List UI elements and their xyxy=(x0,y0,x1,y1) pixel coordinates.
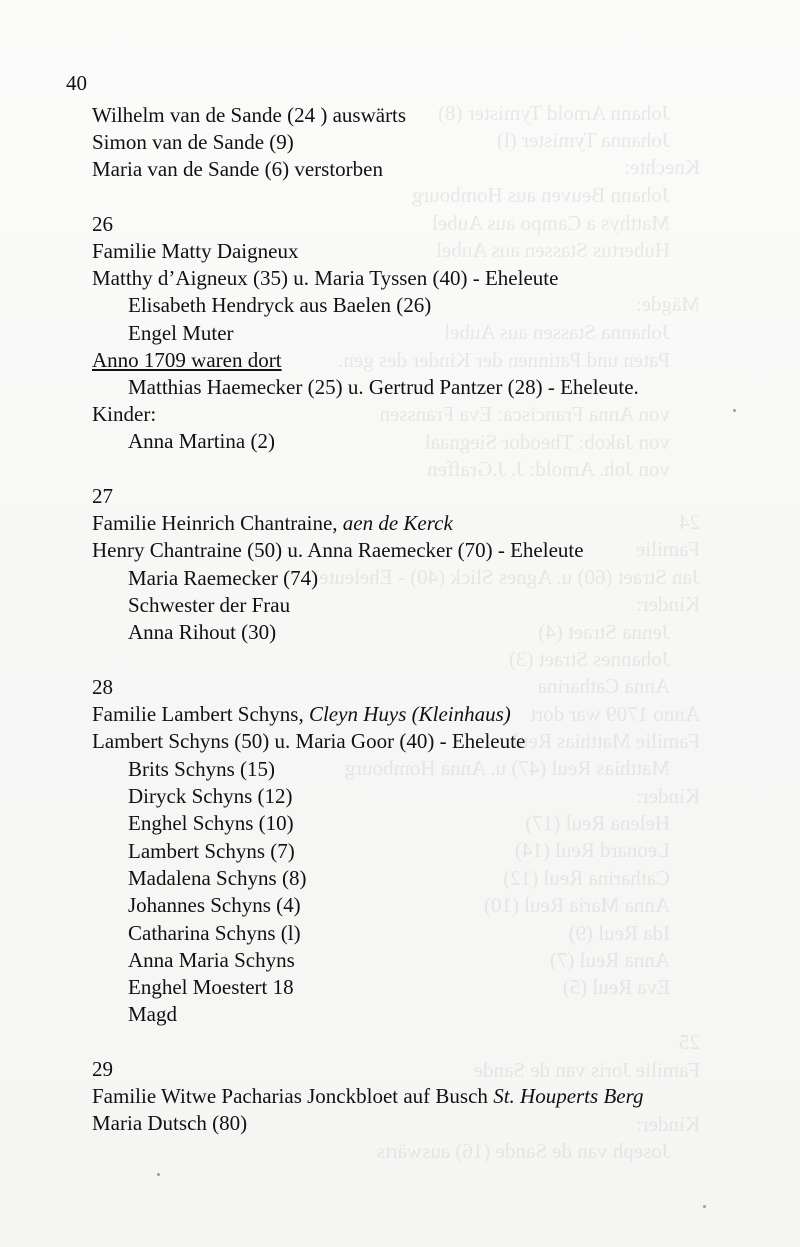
bleed-line: Kinder: xyxy=(635,592,700,616)
entry-line: Wilhelm van de Sande (24 ) auswärts xyxy=(92,103,407,127)
bleed-line: Johanna Tymister (l) xyxy=(496,128,670,152)
bleed-line: Kinder: xyxy=(635,1112,700,1136)
family-name: Familie Lambert Schyns, xyxy=(92,702,309,726)
child-line: Anna Martina (2) xyxy=(128,429,275,453)
couple-line: Matthias Haemecker (25) u. Gertrud Pantzer (28) - Eheleute. xyxy=(128,375,639,399)
bleed-line: Hubertus Stassen aus Aubel xyxy=(436,238,670,262)
member-line: Schwester der Frau xyxy=(128,593,291,617)
family-heading: Familie Matty Daigneux xyxy=(92,239,299,263)
bleed-line: 24 xyxy=(679,510,700,534)
family-heading xyxy=(92,1083,643,1110)
bleed-line: von Jakob: Theodor Siegnaal xyxy=(424,430,670,454)
member-line: Magd xyxy=(128,1002,177,1026)
bleed-line: Knechte: xyxy=(624,155,700,179)
bleed-line: Johann Arnold Tymister (8) xyxy=(437,101,670,125)
bleed-line: Familie xyxy=(635,537,700,561)
family-location: Cleyn Huys (Kleinhaus) xyxy=(308,702,511,726)
entry-number: 29 xyxy=(92,1057,113,1081)
bleed-line: Matthys a Campo aus Aubel xyxy=(432,211,670,235)
family-location: aen de Kerck xyxy=(342,511,453,535)
bleed-line: Paten und Patinnen der Kinder des gen. xyxy=(338,348,670,372)
bleed-line: Jenna Straet (4) xyxy=(538,620,670,644)
entry-number: 26 xyxy=(92,212,113,236)
bleed-line: Eva Reul (5) xyxy=(562,975,670,999)
bleed-line: Leonard Reul (14) xyxy=(514,838,670,862)
bleed-line: Helena Reul (17) xyxy=(525,811,670,835)
bleed-line: Anna Catharina xyxy=(537,674,670,698)
member-line: Catharina Schyns (l) xyxy=(128,921,301,945)
bleed-line: Joseph van de Sande (16) auswärts xyxy=(376,1139,670,1163)
bleed-line: von Joh. Arnold: J. J.Graffen xyxy=(427,457,670,481)
bleed-line: Mägde: xyxy=(635,292,700,316)
entry-number: 28 xyxy=(92,675,113,699)
entry-line: Simon van de Sande (9) xyxy=(92,130,294,154)
bleed-line: Matthias Reul (47) u. Anna Hombourg xyxy=(344,756,670,780)
scan-speck xyxy=(157,1173,160,1176)
member-line: Diryck Schyns (12) xyxy=(128,784,293,808)
family-heading xyxy=(92,510,453,537)
bleed-line: Anna Maria Reul (10) xyxy=(483,893,670,917)
bleed-line: Jan Straet (60) u. Agnes Slick (40) - Eheleute xyxy=(319,565,700,589)
member-line: Elisabeth Hendryck aus Baelen (26) xyxy=(128,293,432,317)
member-line: Madalena Schyns (8) xyxy=(128,866,307,890)
family-name: Familie Heinrich Chantraine, xyxy=(92,511,343,535)
member-line: Enghel Schyns (10) xyxy=(128,811,294,835)
family-heading xyxy=(92,701,511,728)
couple-line: Matthy d’Aigneux (35) u. Maria Tyssen (40) - Eheleute xyxy=(92,266,559,290)
family-location: St. Houperts Berg xyxy=(493,1084,644,1108)
entry-line: Maria van de Sande (6) verstorben xyxy=(92,157,383,181)
scan-speck xyxy=(703,1205,706,1208)
couple-line: Lambert Schyns (50) u. Maria Goor (40) - Eheleute xyxy=(92,729,526,753)
member-line: Enghel Moestert 18 xyxy=(128,975,294,999)
anno-heading: Anno 1709 waren dort xyxy=(92,348,282,372)
bleed-line: Johannes Straet (3) xyxy=(509,647,670,671)
bleed-line: Kinder: xyxy=(635,784,700,808)
bleed-line: Anna Reul (7) xyxy=(549,948,670,972)
bleed-line: Catharina Reul (12) xyxy=(503,866,670,890)
member-line: Brits Schyns (15) xyxy=(128,757,275,781)
bleed-line: Ida Reul (9) xyxy=(568,921,670,945)
couple-line: Henry Chantraine (50) u. Anna Raemecker (70) - Eheleute xyxy=(92,538,584,562)
bleed-line: Familie Joris van de Sande xyxy=(473,1058,700,1082)
scan-speck xyxy=(733,409,736,412)
bleed-line: von Anna Francisca: Eva Franssen xyxy=(379,402,670,426)
bleed-line: 25 xyxy=(679,1030,700,1054)
family-name: Familie Witwe Pacharias Jonckbloet auf Busch xyxy=(92,1084,494,1108)
member-line: Engel Muter xyxy=(128,321,234,345)
bleed-line: Johann Beuven aus Hombourg xyxy=(412,183,670,207)
page-number: 40 xyxy=(66,71,87,95)
member-line: Anna Rihout (30) xyxy=(128,620,277,644)
member-line: Lambert Schyns (7) xyxy=(128,839,295,863)
bleed-line: Anno 1709 war dort xyxy=(530,702,700,726)
member-line: Anna Maria Schyns xyxy=(128,948,295,972)
bleed-line: Johanna Stassen aus Aubel xyxy=(444,320,670,344)
bleed-line: Familie Matthias Reul xyxy=(512,729,700,753)
entry-number: 27 xyxy=(92,484,113,508)
member-line: Johannes Schyns (4) xyxy=(128,893,301,917)
member-line: Maria Raemecker (74) xyxy=(128,566,319,590)
kinder-label: Kinder: xyxy=(92,402,157,426)
person-line: Maria Dutsch (80) xyxy=(92,1111,248,1135)
